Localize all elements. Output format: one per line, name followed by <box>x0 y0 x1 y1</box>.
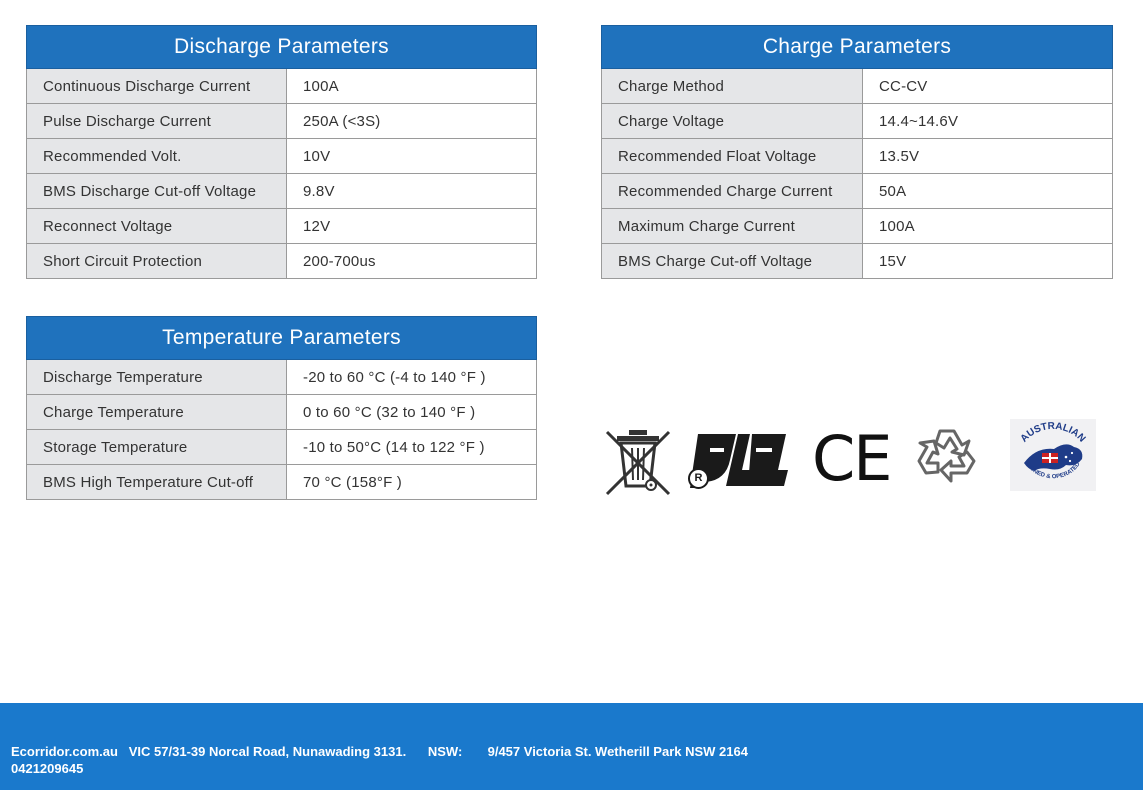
footer-vic-address: VIC 57/31-39 Norcal Road, Nunawading 3131. <box>128 744 407 759</box>
aus-top-text: AUSTRALIAN <box>1018 420 1088 445</box>
table-row <box>27 430 537 465</box>
charge-row-value: 14.4~14.6V <box>863 104 1113 139</box>
discharge-row-label: Recommended Volt. <box>27 139 287 174</box>
discharge-row-value: 9.8V <box>287 174 537 209</box>
charge-row-label: BMS Charge Cut-off Voltage <box>602 244 863 279</box>
footer-nsw-label: NSW: <box>427 744 463 759</box>
aus-bottom-text: OWNED & OPERATED <box>1024 461 1082 481</box>
charge-parameters-table <box>601 25 1113 279</box>
table-row <box>602 104 1113 139</box>
table-row <box>27 174 537 209</box>
charge-table-title: Charge Parameters <box>602 26 1113 69</box>
table-row <box>27 244 537 279</box>
temperature-row-label: Charge Temperature <box>27 395 287 430</box>
ul-recognized-icon <box>688 430 792 490</box>
charge-row-label: Recommended Float Voltage <box>602 139 863 174</box>
table-row <box>27 139 537 174</box>
charge-row-label: Maximum Charge Current <box>602 209 863 244</box>
discharge-row-value: 10V <box>287 139 537 174</box>
temperature-row-value: 70 °C (158°F ) <box>287 465 537 500</box>
charge-row-label: Recommended Charge Current <box>602 174 863 209</box>
temperature-row-label: Discharge Temperature <box>27 360 287 395</box>
footer-address-line <box>11 744 748 759</box>
registered-mark: R <box>688 468 709 489</box>
charge-row-label: Charge Voltage <box>602 104 863 139</box>
table-row <box>602 244 1113 279</box>
footer-website: Ecorridor.com.au <box>11 744 118 759</box>
table-row <box>27 69 537 104</box>
temperature-row-value: -20 to 60 °C (-4 to 140 °F ) <box>287 360 537 395</box>
discharge-row-label: Pulse Discharge Current <box>27 104 287 139</box>
table-row <box>27 209 537 244</box>
table-row <box>602 139 1113 174</box>
charge-row-value: CC-CV <box>863 69 1113 104</box>
discharge-row-value: 100A <box>287 69 537 104</box>
ce-mark-icon <box>812 422 892 495</box>
temperature-row-value: 0 to 60 °C (32 to 140 °F ) <box>287 395 537 430</box>
temperature-row-value: -10 to 50°C (14 to 122 °F ) <box>287 430 537 465</box>
table-row <box>27 360 537 395</box>
charge-row-value: 13.5V <box>863 139 1113 174</box>
table-row <box>602 69 1113 104</box>
temperature-parameters-table <box>26 316 537 500</box>
temperature-row-label: BMS High Temperature Cut-off <box>27 465 287 500</box>
temperature-table-title: Temperature Parameters <box>27 317 537 360</box>
discharge-row-value: 200-700us <box>287 244 537 279</box>
discharge-row-label: BMS Discharge Cut-off Voltage <box>27 174 287 209</box>
discharge-parameters-table <box>26 25 537 279</box>
charge-row-label: Charge Method <box>602 69 863 104</box>
table-row <box>27 465 537 500</box>
charge-row-value: 100A <box>863 209 1113 244</box>
footer-bar <box>0 703 1143 790</box>
footer-phone: 0421209645 <box>11 761 84 776</box>
discharge-row-label: Continuous Discharge Current <box>27 69 287 104</box>
table-row <box>27 395 537 430</box>
table-row <box>27 104 537 139</box>
discharge-row-value: 12V <box>287 209 537 244</box>
discharge-table-title: Discharge Parameters <box>27 26 537 69</box>
ce-mark-text: CE <box>812 422 891 495</box>
discharge-row-value: 250A (<3S) <box>287 104 537 139</box>
table-row <box>602 174 1113 209</box>
footer-nsw-address: 9/457 Victoria St. Wetherill Park NSW 2164 <box>487 744 748 759</box>
charge-row-value: 50A <box>863 174 1113 209</box>
temperature-row-label: Storage Temperature <box>27 430 287 465</box>
table-row <box>602 209 1113 244</box>
australian-owned-kangaroo-icon <box>1010 419 1096 491</box>
recycle-icon <box>914 421 984 491</box>
discharge-row-label: Reconnect Voltage <box>27 209 287 244</box>
discharge-row-label: Short Circuit Protection <box>27 244 287 279</box>
charge-row-value: 15V <box>863 244 1113 279</box>
weee-crossed-bin-icon <box>603 428 673 496</box>
